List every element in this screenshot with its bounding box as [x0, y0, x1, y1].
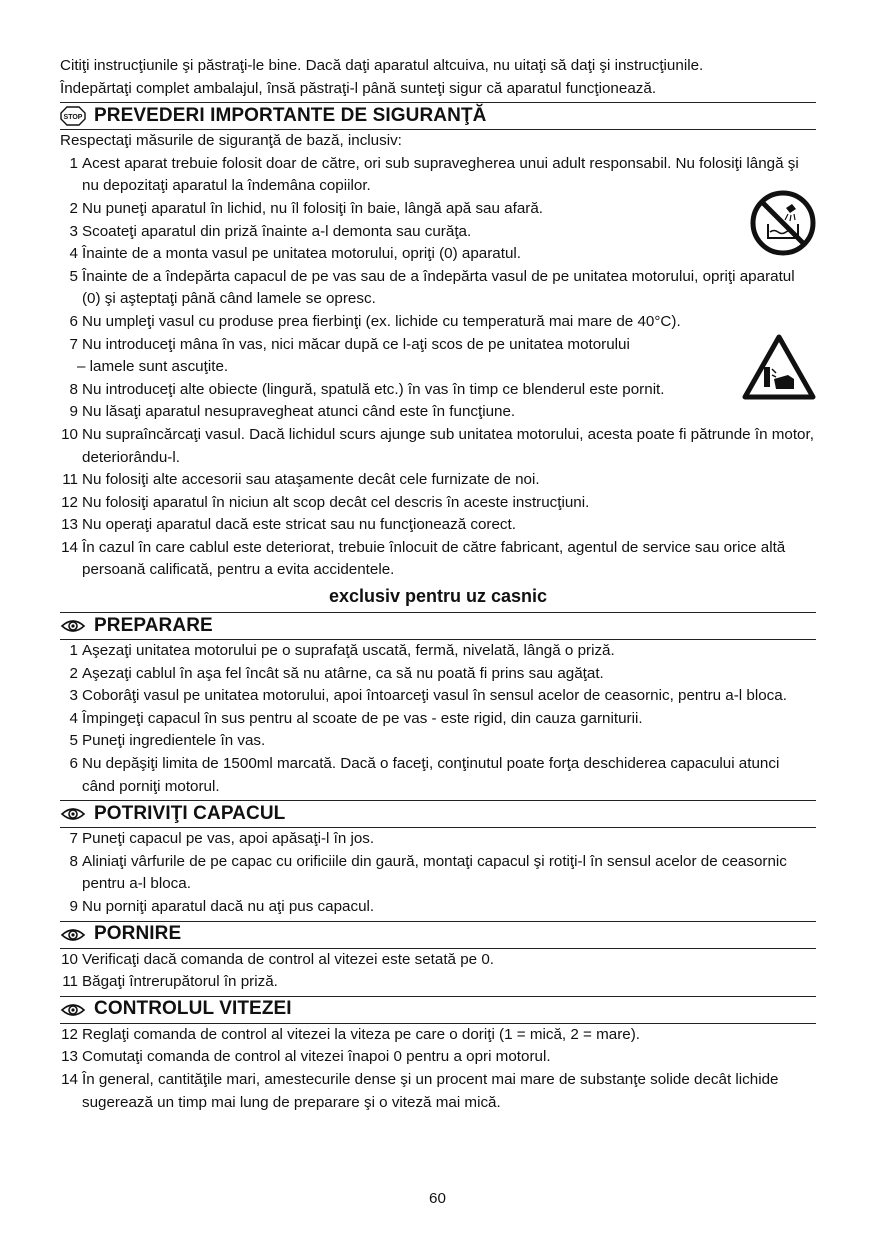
eye-icon — [60, 1000, 86, 1020]
pornire-header — [60, 921, 816, 949]
capac-list — [60, 828, 816, 918]
list-item: 12 Nu folosiţi aparatul în niciun alt scop decât cel descris în aceste instrucţiuni. — [61, 493, 590, 511]
stop-icon-text: STOP — [63, 114, 83, 122]
intro — [60, 55, 816, 100]
safety-list — [60, 153, 816, 582]
safety-title: PREVEDERI IMPORTANTE DE SIGURANŢĂ — [94, 104, 487, 126]
viteza-header — [60, 996, 816, 1024]
list-item: 6 Nu depăşiţi limita de 1500ml marcată. Dacă o faceţi, conţinutul poate forţa deschiderea capacului atunci când porniţi motorul. — [69, 755, 780, 795]
preparare-header — [60, 612, 816, 640]
household-only-note: exclusiv pentru uz casnic — [328, 586, 548, 607]
list-item: 1 Aşezaţi unitatea motorului pe o suprafaţă uscată, fermă, nivelată, lângă o priză. — [69, 642, 615, 660]
viteza-list — [60, 1024, 816, 1114]
list-item: 10 Verificaţi dacă comanda de control al vitezei este setată pe 0. — [61, 950, 494, 968]
intro-line-2: Îndepărtaţi complet ambalajul, însă păstraţi-l până sunteţi sigur că aparatul funcţionează. — [60, 79, 657, 97]
list-item: 9 Nu porniţi aparatul dacă nu aţi pus capacul. — [69, 898, 375, 915]
list-item: 11 Băgaţi întrerupătorul în priză. — [62, 973, 278, 991]
list-item: 4 Înainte de a monta vasul pe unitatea motorului, opriţi (0) aparatul. — [69, 245, 522, 263]
list-item: 12 Reglaţi comanda de control al vitezei la viteza pe care o doriţi (1 = mică, 2 = mare). — [61, 1025, 640, 1043]
list-item: 3 Scoateţi aparatul din priză înainte a-l demonta sau curăţa. — [69, 222, 472, 240]
list-item: 14 În cazul în care cablul este deteriorat, trebuie înlocuit de către fabricant, agentul de service sau orice altă persoană calificată, pentru a evita accidentele. — [61, 538, 786, 579]
eye-icon — [60, 616, 86, 636]
list-item: 2 Aşezaţi cablul în aşa fel încât să nu atârne, ca să nu poată fi prins sau agăţat. — [69, 664, 604, 682]
intro-line-1: Citiţi instrucţiunile şi păstraţi-le bine. Dacă daţi aparatul altcuiva, nu uitaţi să daţi şi instrucţiunile. — [60, 57, 704, 74]
stop-icon — [60, 106, 86, 126]
list-item: 5 Puneţi ingredientele în vas. — [69, 732, 266, 750]
list-item: – lamele sunt ascuţite. — [77, 358, 229, 376]
list-item: 10 Nu supraîncărcaţi vasul. Dacă lichidul scurs ajunge sub unitatea motorului, acesta poate fi pătrunde în motor, deteriorându-l. — [61, 425, 814, 466]
capac-title: POTRIVIŢI CAPACUL — [94, 802, 286, 824]
capac-header — [60, 800, 816, 828]
list-item: 8 Nu introduceţi alte obiecte (lingură, spatulă etc.) în vas în timp ce blenderul este pornit. — [69, 380, 665, 398]
pornire-title: PORNIRE — [94, 923, 182, 945]
list-item: 7 Puneţi capacul pe vas, apoi apăsaţi-l în jos. — [69, 830, 375, 848]
list-item: 5 Înainte de a îndepărta capacul de pe vas sau de a îndepărta vasul de pe unitatea motorului, opriţi aparatul (0) şi aşteptaţi până când lamele se opresc. — [69, 267, 795, 308]
list-item: 2 Nu puneţi aparatul în lichid, nu îl folosiţi în baie, lângă apă sau afară. — [69, 199, 543, 217]
preparare-list — [60, 640, 816, 798]
page-number: 60 — [429, 1190, 446, 1207]
preparare-title: PREPARARE — [94, 614, 213, 636]
list-item: 1 Acest aparat trebuie folosit doar de către, ori sub supravegherea unui adult responsabil. Nu folosiţi lângă şi nu depozitaţi aparatul la îndemâna copiilor. — [69, 154, 799, 195]
blade-hazard-icon — [742, 333, 816, 401]
list-item: 4 Împingeţi capacul în sus pentru al scoate de pe vas - este rigid, din cauza garniturii. — [69, 709, 643, 727]
list-item: 14 În general, cantităţile mari, amestecurile dense şi un procent mai mare de substanţe solide decât lichide sugerează un timp mai lung de preparare şi o viteză mai mică. — [61, 1070, 779, 1111]
safety-header — [60, 102, 816, 130]
list-item: 13 Nu operaţi aparatul dacă este stricat sau nu funcţionează corect. — [61, 516, 516, 534]
eye-icon — [60, 925, 86, 945]
list-item: 3 Coborâţi vasul pe unitatea motorului, apoi întoarceţi vasul în sensul acelor de ceasornic, pentru a-l bloca. — [69, 687, 787, 705]
document-page — [60, 55, 816, 1114]
list-item: 9 Nu lăsaţi aparatul nesupravegheat atunci când este în funcţiune. — [69, 403, 516, 421]
safety-lead: Respectaţi măsurile de siguranţă de bază, inclusiv: — [60, 132, 402, 150]
list-item: 6 Nu umpleţi vasul cu produse prea fierbinţi (ex. lichide cu temperatură mai mare de 40°C). — [69, 312, 681, 330]
pornire-list — [60, 949, 816, 994]
list-item: 13 Comutaţi comanda de control al vitezei înapoi 0 pentru a opri motorul. — [61, 1048, 551, 1066]
eye-icon — [60, 804, 86, 824]
list-item: 7 Nu introduceţi mâna în vas, nici măcar după ce l-aţi scos de pe unitatea motorului — [69, 335, 630, 353]
list-item: 8 Aliniaţi vârfurile de pe capac cu orificiile din gaură, montaţi capacul şi rotiţi-l în sensul acelor de ceasornic pentru a-l bloca. — [69, 852, 787, 893]
viteza-title: CONTROLUL VITEZEI — [94, 998, 292, 1020]
no-water-icon — [750, 190, 816, 256]
list-item: 11 Nu folosiţi alte accesorii sau ataşamente decât cele furnizate de noi. — [62, 471, 540, 489]
